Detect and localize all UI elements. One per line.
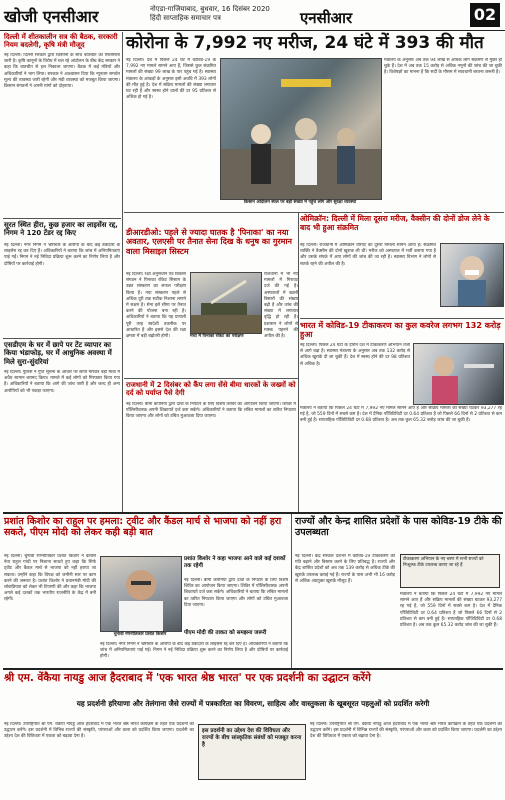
drdo-headline: डीआरडीओ: पहले से ज्यादा घातक है 'पिनाका' का नया अवतार, एलएसी पर तैनात सेना दिख के धनुष का गुरमान वाला मिसाइल सिस्टम bbox=[126, 228, 292, 256]
vaccine-coverage-headline: भारत में कोविड-19 टीकाकरण का कुल कवरेज लगभग 132 करोड़ हुआ bbox=[300, 321, 501, 340]
prashant-subhead-2: पीएम मोदी की ताकत को समझना जरूरी bbox=[184, 630, 267, 636]
delhi-top-body: नई दिल्ली। दिल्ली सरकार द्वारा किसानों के साथ बातचीत का सिलसिला जारी है। कृषि कानूनों के विरोध में चल रहे आंदोलन के बीच केंद्र सरकार ने कहा कि बातचीत से हल निकाला जाएगा। बैठक में कई मंत्रियों और अधिकारियों ने भाग लिया। सरकार ने आश्वासन दिया कि न्यूनतम समर्थन मूल्य की व्यवस्था जारी रहेगी और मंडी व्यवस्था को मजबूत किया जाएगा। किसान संगठनों ने अपनी मांगों को दोहराया। bbox=[4, 53, 120, 90]
naidu-body: नई दिल्ली। उपराष्ट्रपति श्री एम. वेंकैया नायडु आज हैदराबाद में एक भारत श्रेष्ठ भारत कार्यक्रम के तहत एक प्रदर्शनी का उद्घाटन करेंगे। इस प्रदर्शनी में विभिन्न राज्यों की संस्कृति, परंपराओं और कला को प्रदर्शित किया जाएगा। प्रदर्शनी का उद्देश्य देश की विविधता में एकता को बढ़ावा देना है। bbox=[4, 722, 194, 740]
delhi-top-headline: दिल्ली में शीतकालीन सत्र की बैठक, सरकारी नियम बदलेगी, कृषि मंत्री मौजूद bbox=[4, 33, 118, 50]
states-vaccine-headline: राज्यों और केन्द्र शासित प्रदेशों के पास कोविड-19 टीके की उपलब्धता bbox=[295, 516, 502, 539]
sdm-raid-headline: एसडीएम के घर में छापे पर टेंट व्यापार का किया भंडाफोड़, घर में आधुनिक अवस्था में मिले सुरा-सुंदरियां bbox=[4, 341, 112, 366]
naidu-box bbox=[198, 724, 306, 780]
surat-body: नई दिल्ली। नगर निगम ने भ्रष्टाचार के आरोपों के बाद कई ठेकेदारों के लाइसेंस रद्द कर दिए हैं। अधिकारियों ने बताया कि जांच में अनियमितताएं पाई गईं। निगम ने नई निविदा प्रक्रिया शुरू करने का निर्णय लिया है और दोषियों पर कार्रवाई होगी। bbox=[4, 243, 120, 267]
states-vaccine-box bbox=[400, 554, 500, 588]
surat-headline: सूरत स्थित हीरा, कुछ हजार का लाइसेंस रद्द, निगम ने 120 टेंडर रद्द किए bbox=[4, 221, 118, 238]
prashant-subhead-1: प्रशांत किशोर ने कहा भाजपा आने वाले कई दशकों तक रहेगी bbox=[184, 556, 286, 569]
protest-photo-caption: किसान आंदोलन स्थल पर बड़ी संख्या में पहुंचे लोग और सुरक्षा व्यवस्था bbox=[243, 200, 357, 205]
corona-body-2: मंत्रालय के अनुसार अब तक 94 लाख से अधिक लोग संक्रमण से मुक्त हो चुके हैं। देश में अब तक 15 करोड़ से अधिक नमूनों की जांच की जा चुकी है। विशेषज्ञों का मानना है कि सर्दी के मौसम में सावधानी बरतना जरूरी है। bbox=[384, 58, 502, 76]
sdm-raid-body: नई दिल्ली। पुलिस ने गुप्त सूचना के आधार पर छापा मारकर बड़ी मात्रा में अवैध सामान बरामद किया। मामले में कई लोगों को गिरफ्तार किया गया है। अधिकारियों ने बताया कि आगे की जांच जारी है और जल्द ही अन्य आरोपियों को भी पकड़ा जाएगा। bbox=[4, 370, 120, 394]
states-vaccine-box-text: टीकाकरण अभियान के नए चरण में सभी राज्यों को निःशुल्क टीके उपलब्ध कराए जा रहे हैं bbox=[403, 557, 484, 568]
page-number: 02 bbox=[470, 3, 500, 27]
omicron-photo bbox=[440, 243, 504, 307]
prashant-headline: प्रशांत किशोर का राहुल पर हमला: ट्वीट और कैंडल मार्च से भाजपा को नहीं हरा सकते, पीएम मोदी को लेकर कही बड़ी बात bbox=[4, 516, 282, 539]
dateline bbox=[150, 5, 270, 23]
drdo-body-continued: राजधानी में भी नए मामलों में गिरावट दर्ज की गई है। अस्पतालों में खाली बिस्तरों की संख्या बढ़ी है और जांच की संख्या में लगातार वृद्धि हो रही है। प्रशासन ने लोगों से मास्क पहनने की अपील की है। bbox=[264, 272, 298, 340]
vaccination-photo-graphic bbox=[414, 344, 503, 404]
rajdhani-body: नई दिल्ली। बीमा कंपनियों द्वारा दावों के निपटारे के लिए विशेष शिविर का आयोजन किया जाएगा। शिविर में पॉलिसीधारक अपनी शिकायतें दर्ज करा सकेंगे। अधिकारियों ने बताया कि लंबित मामलों का त्वरित निपटारा किया जाएगा और लोगों को उचित मुआवजा दिया जाएगा। bbox=[126, 402, 296, 420]
prashant-body-right: नई दिल्ली। बीमा कंपनियों द्वारा दावों के निपटारे के लिए विशेष शिविर का आयोजन किया जाएगा। शिविर में पॉलिसीधारक अपनी शिकायतें दर्ज करा सकेंगे। अधिकारियों ने बताया कि लंबित मामलों का त्वरित निपटारा किया जाएगा और लोगों को उचित मुआवजा दिया जाएगा। bbox=[184, 578, 288, 608]
naidu-body-2: नई दिल्ली। उपराष्ट्रपति श्री एम. वेंकैया नायडु आज हैदराबाद में एक भारत श्रेष्ठ भारत कार्यक्रम के तहत एक प्रदर्शनी का उद्घाटन करेंगे। इस प्रदर्शनी में विभिन्न राज्यों की संस्कृति, परंपराओं और कला को प्रदर्शित किया जाएगा। प्रदर्शनी का उद्देश्य देश की विविधता में एकता को बढ़ावा देना है। bbox=[310, 722, 502, 740]
corona-body-1: नई दिल्ली। देश में पिछले 24 घंटे में कोविड-19 के 7,992 नए मामले सामने आए हैं, जिससे कुल संक्रमित मामलों की संख्या 99 लाख के पार पहुंच गई है। स्वास्थ्य मंत्रालय के आंकड़ों के अनुसार इसी अवधि में 393 लोगों की मौत हुई है। देश में सक्रिय मामलों की संख्या लगातार घट रही है और स्वस्थ होने वालों की दर 95 प्रतिशत से अधिक हो गई है। bbox=[126, 58, 216, 101]
corona-headline: कोरोना के 7,992 नए मरीज, 24 घंटे में 393 की मौत bbox=[126, 33, 484, 53]
pinaka-photo-caption: मध्य में पिनाका रॉकेट का परीक्षण bbox=[190, 334, 244, 339]
protest-photo bbox=[220, 58, 382, 200]
page-header bbox=[0, 0, 505, 31]
drdo-body: नई दिल्ली। रक्षा अनुसंधान एवं विकास संगठन ने पिनाका रॉकेट सिस्टम के उन्नत संस्करण का सफल परीक्षण किया है। नया संस्करण पहले से अधिक दूरी तक सटीक निशाना लगाने में सक्षम है। सेना इसे सीमा पर तैनात करने की योजना बना रही है। अधिकारियों ने बताया कि यह प्रणाली पूरी तरह स्वदेशी तकनीक पर आधारित है और इससे देश की रक्षा क्षमता में बड़ी बढ़ोतरी होगी। bbox=[126, 272, 186, 340]
dateline-tag: हिंदी साप्ताहिक समाचार पत्र bbox=[150, 14, 221, 22]
prashant-body-right-2: नई दिल्ली। नगर निगम ने भ्रष्टाचार के आरोपों के बाद कई ठेकेदारों के लाइसेंस रद्द कर दिए हैं। अधिकारियों ने बताया कि जांच में अनियमितताएं पाई गईं। निगम ने नई निविदा प्रक्रिया शुरू करने का निर्णय लिया है और दोषियों पर कार्रवाई होगी। bbox=[100, 642, 288, 660]
prashant-photo bbox=[100, 556, 182, 632]
protest-photo-graphic bbox=[221, 59, 381, 199]
vaccination-photo bbox=[413, 343, 504, 405]
pinaka-photo bbox=[190, 272, 262, 334]
states-vaccine-body: नई दिल्ली। केंद्र सरकार देशभर में कोविड-19 टीकाकरण की गति बढ़ाने और विस्तार करने के लिए प्रतिबद्ध है। राज्यों और केंद्र शासित प्रदेशों को अब तक 139 करोड़ से अधिक टीके की खुराकें उपलब्ध कराई गई हैं। राज्यों के पास अभी भी 16 करोड़ से अधिक अप्रयुक्त खुराकें मौजूद हैं। bbox=[295, 554, 395, 584]
section-title: एनसीआर bbox=[300, 9, 353, 27]
naidu-box-text: इस प्रदर्शनी का उद्देश्य देश की विविधता और राज्यों के बीच सांस्कृतिक संबंधों को मजबूत करना है bbox=[202, 728, 302, 748]
omicron-photo-graphic bbox=[441, 244, 503, 306]
prashant-photo-graphic bbox=[101, 557, 181, 631]
prashant-body: नई दिल्ली। चुनावी रणनीतिकार प्रशांत किशोर ने कांग्रेस नेता राहुल गांधी पर निशाना साधते हुए कहा कि सिर्फ ट्वीट और कैंडल मार्च से भाजपा को नहीं हराया जा सकता। उन्होंने कहा कि विपक्ष को जमीनी स्तर पर काम करने की जरूरत है। प्रशांत किशोर ने प्रधानमंत्री मोदी की लोकप्रियता को लेकर भी टिप्पणी की और कहा कि भाजपा अगले कई दशकों तक भारतीय राजनीति के केंद्र में बनी रहेगी। bbox=[4, 554, 96, 603]
masthead: खोजी एनसीआर bbox=[4, 7, 99, 26]
vaccine-coverage-body-2: मंत्रालय ने बताया कि पिछले 24 घंटों में 7,992 नए मामले सामने आए हैं और सक्रिय मामलों की संख्या घटकर 93,277 रह गई है, जो 559 दिनों में सबसे कम है। देश में दैनिक पॉजिटिविटी दर 0.64 प्रतिशत है जो पिछले 66 दिनों से 2 प्रतिशत से कम बनी हुई है। साप्ताहिक पॉजिटिविटी दर 0.68 प्रतिशत है। अब तक कुल 65.32 करोड़ जांच की जा चुकी हैं। bbox=[300, 406, 502, 424]
pinaka-photo-graphic bbox=[191, 273, 261, 333]
naidu-headline: श्री एम. वेंकैया नायडु आज हैदराबाद में 'एक भारत श्रेष्ठ भारत' पर एक प्रदर्शनी का उद्घाटन करेंगे bbox=[4, 672, 371, 684]
vaccine-coverage-body: नई दिल्ली। पिछले 24 घंटों के दौरान देश में टीकाकरण अभियान तेजी से आगे बढ़ा है। स्वास्थ्य मंत्रालय के अनुसार अब तक 132 करोड़ से अधिक खुराकें दी जा चुकी हैं। देश में स्वस्थ होने की दर 98 प्रतिशत से अधिक है। bbox=[300, 343, 410, 367]
omicron-body: नई दिल्ली। राजधानी में ओमिक्रॉन वैरिएंट का दूसरा मामला सामने आया है। संक्रमित व्यक्ति ने वैक्सीन की दोनों खुराक ली थीं। मरीज को अस्पताल में भर्ती कराया गया है और उसके संपर्क में आए लोगों की जांच की जा रही है। स्वास्थ्य विभाग ने लोगों से सतर्क रहने की अपील की है। bbox=[300, 243, 436, 267]
states-vaccine-body-2: मंत्रालय ने बताया कि पिछले 24 घंटों में 7,992 नए मामले सामने आए हैं और सक्रिय मामलों की संख्या घटकर 93,277 रह गई है, जो 559 दिनों में सबसे कम है। देश में दैनिक पॉजिटिविटी दर 0.64 प्रतिशत है जो पिछले 66 दिनों से 2 प्रतिशत से कम बनी हुई है। साप्ताहिक पॉजिटिविटी दर 0.68 प्रतिशत है। अब तक कुल 65.32 करोड़ जांच की जा चुकी हैं। bbox=[400, 592, 502, 629]
dateline-date: नोएडा-गाजियाबाद, बुधवार, 16 दिसंबर 2020 bbox=[150, 5, 270, 13]
naidu-subheadline: यह प्रदर्शनी हरियाणा और तेलंगाना जैसे राज्यों में पत्रकारिता का विवरण, साहित्य और वास्तुकला के खूबसूरत पहलुओं को प्रदर्शित करेगी bbox=[76, 699, 430, 708]
rajdhani-headline: राजधानी में 2 दिसंबर को कैंप लगा सेंसे बीमा धारकों के जख्मों को दर्द को पर्याप्त पैसे देगी bbox=[126, 381, 296, 398]
prashant-photo-caption: चुनावी रणनीतिकार प्रशांत किशोर bbox=[113, 632, 167, 637]
omicron-headline: ओमिक्रॉन: दिल्ली में मिला दूसरा मरीज, वैक्सीन की दोनों डोज लेने के बाद भी हुआ संक्रमित bbox=[300, 214, 490, 232]
